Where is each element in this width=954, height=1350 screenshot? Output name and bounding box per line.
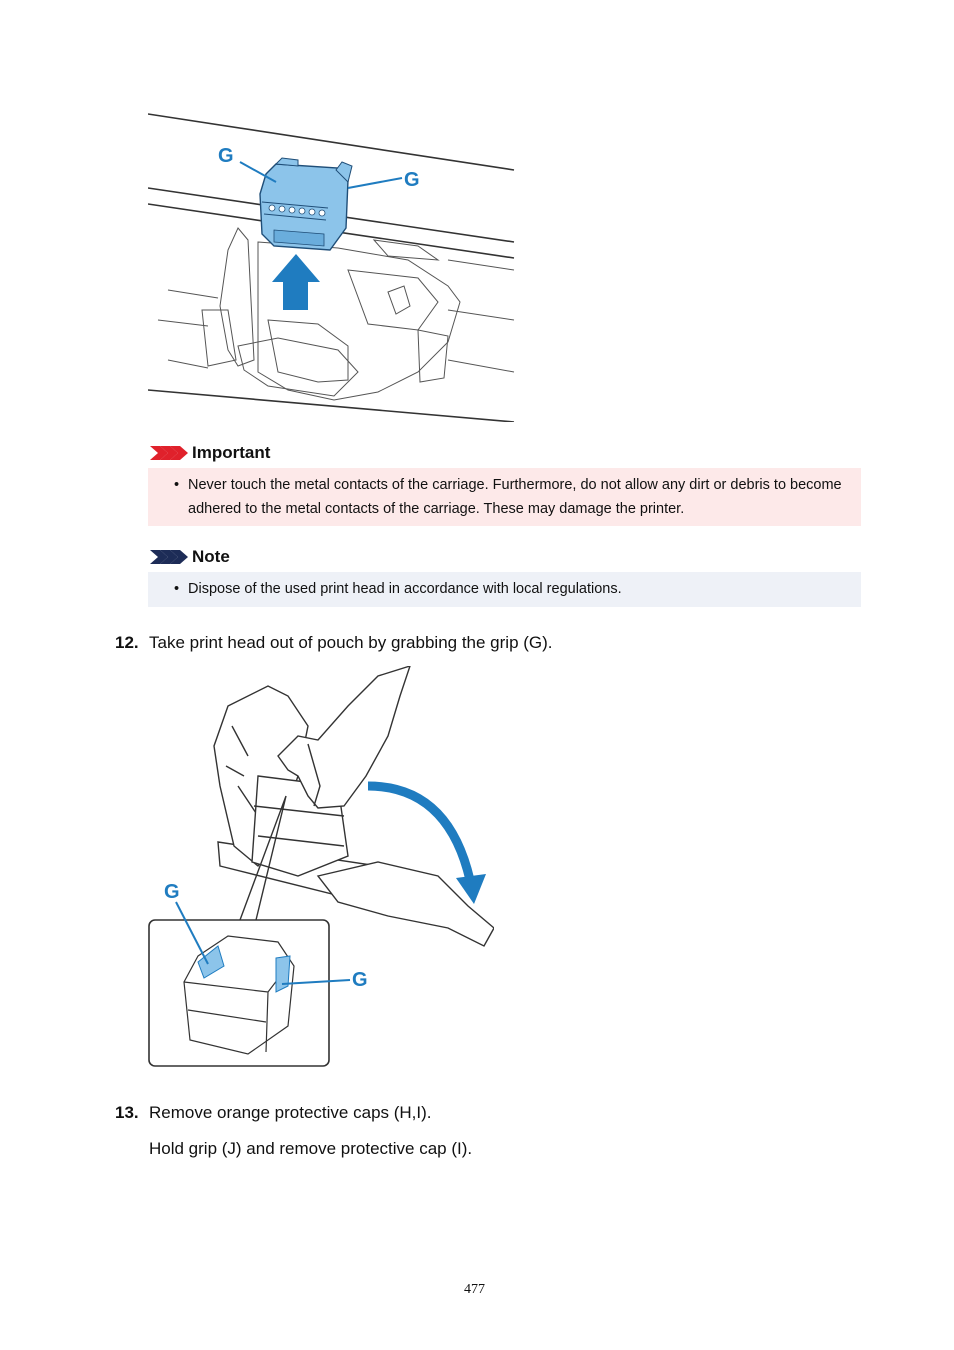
important-heading bbox=[150, 443, 270, 463]
important-box bbox=[148, 468, 861, 526]
inset-grip-label-left: G bbox=[164, 881, 180, 903]
important-chevrons-icon bbox=[150, 444, 188, 462]
pouch-removal-illustration bbox=[148, 666, 494, 1068]
step-13-text: Remove orange protective caps (H,I). bbox=[149, 1103, 432, 1122]
step-12-number: 12. bbox=[115, 633, 139, 652]
step-12-text: Take print head out of pouch by grabbing the grip (G). bbox=[149, 633, 553, 652]
print-head-removal-illustration bbox=[148, 110, 516, 422]
note-box bbox=[148, 572, 861, 607]
note-bullet: • bbox=[174, 581, 180, 597]
up-arrow-icon bbox=[272, 254, 320, 310]
step-13-number: 13. bbox=[115, 1103, 139, 1122]
note-heading bbox=[150, 547, 230, 567]
print-head-icon bbox=[260, 158, 352, 250]
important-bullet: • bbox=[174, 477, 180, 493]
important-heading-text: Important bbox=[192, 443, 271, 462]
grip-label-right: G bbox=[404, 169, 420, 191]
note-text: Dispose of the used print head in accordance with local regulations. bbox=[188, 581, 622, 597]
note-chevrons-icon bbox=[150, 548, 188, 566]
page-number: 477 bbox=[464, 1282, 485, 1297]
note-heading-text: Note bbox=[192, 547, 230, 566]
inset-grip-label-right: G bbox=[352, 969, 368, 991]
grip-label-left: G bbox=[218, 145, 234, 167]
step-13-subtext: Hold grip (J) and remove protective cap (I). bbox=[149, 1139, 473, 1158]
important-text: Never touch the metal contacts of the carriage. Furthermore, do not allow any dirt or debris to become adhered to the metal contacts of the carriage. These may damage the printer. bbox=[188, 477, 842, 517]
